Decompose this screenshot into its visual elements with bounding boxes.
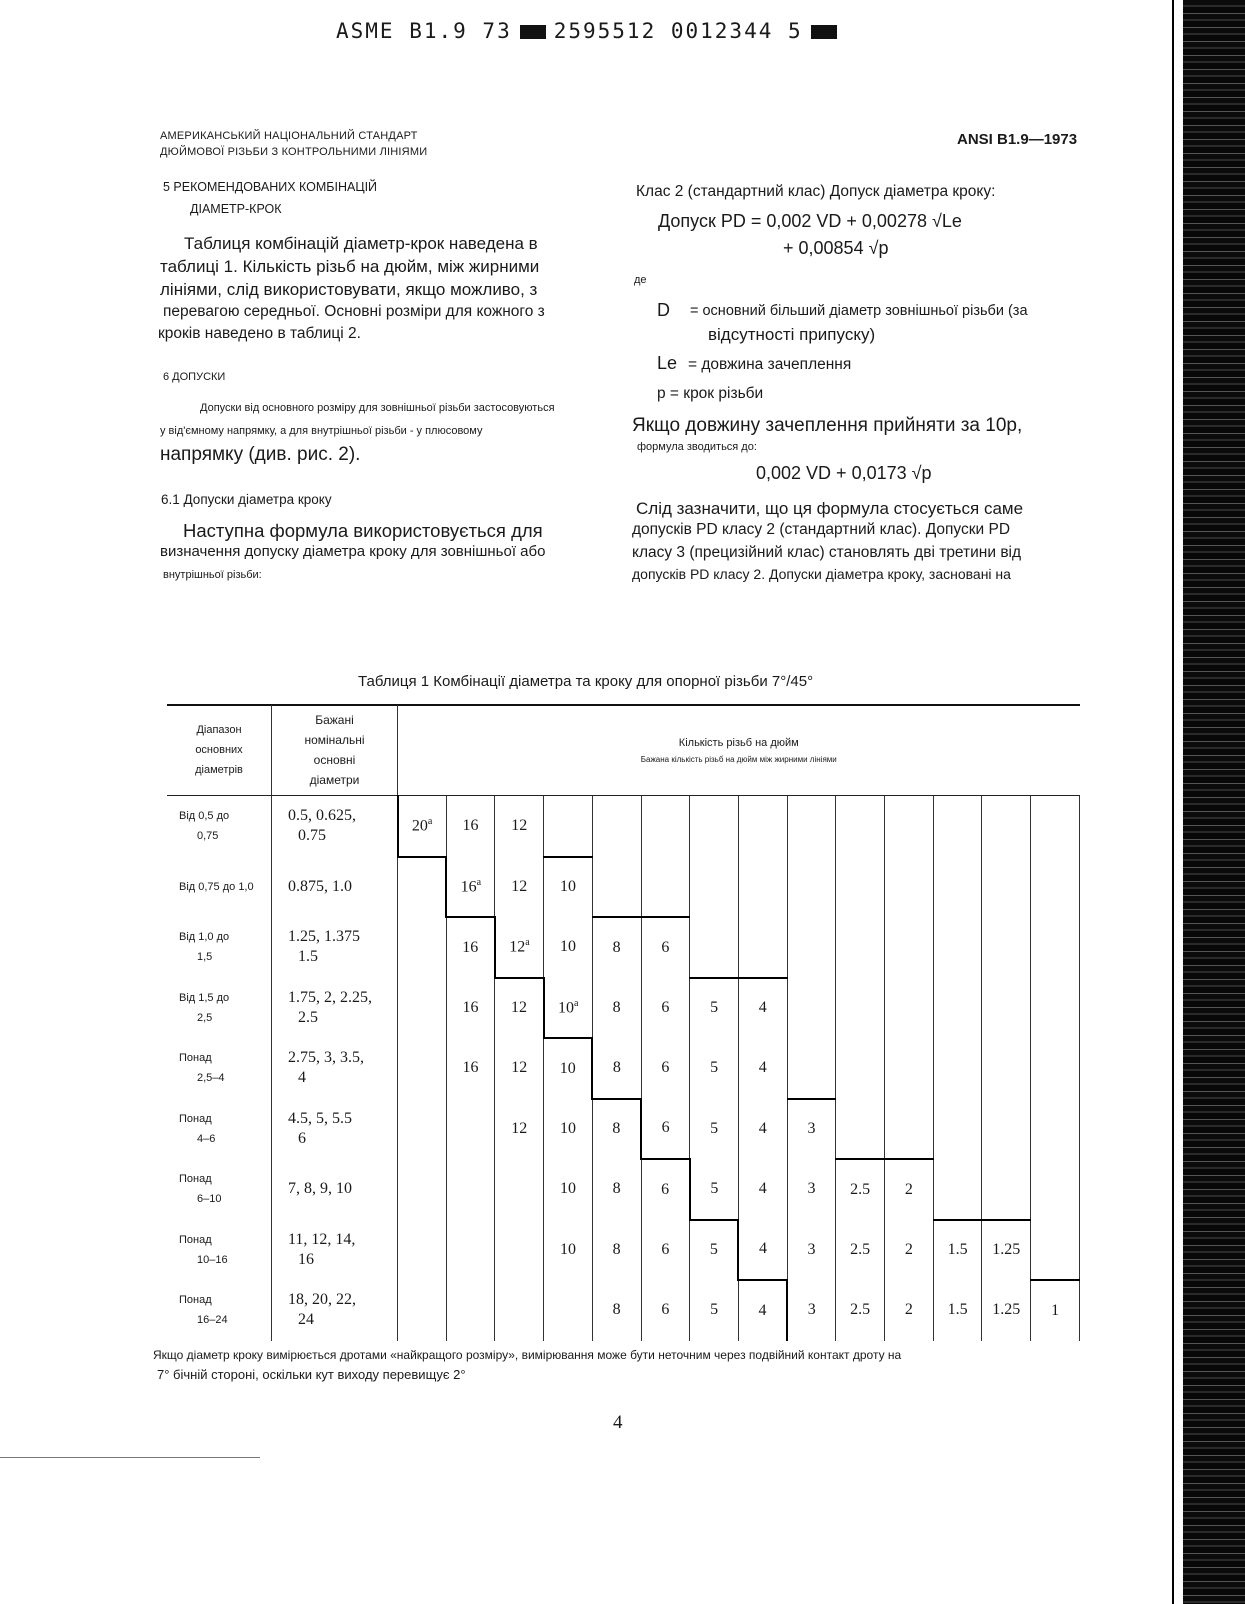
class2-heading: Клас 2 (стандартний клас) Допуск діаметра кроку: [636,183,996,200]
section61-para-line1: Наступна формула використовується для [183,520,543,541]
section6-title: 6 ДОПУСКИ [163,371,226,383]
threads-cell [738,857,787,918]
table1 [167,705,1080,1341]
table-row [167,857,1080,918]
table-row [167,1159,1080,1220]
threads-cell [885,857,934,918]
threads-cell [933,978,982,1039]
definition-d-line2: відсутності припуску) [708,325,876,344]
threads-cell: 8 [592,1220,641,1281]
threads-cell: 3 [787,1099,836,1160]
scan-code-line: ASME B1.9 73 2595512 0012344 5 [336,19,845,43]
threads-cell [592,857,641,918]
threads-cell [398,1220,447,1281]
threads-cell: 3 [787,1159,836,1220]
threads-cell: 10 [544,857,593,918]
threads-cell: 1.5 [933,1280,982,1341]
section6-para-line3: напрямку (див. рис. 2). [160,444,361,465]
preferred-diameters-cell: 18, 20, 22, 24 [272,1280,398,1341]
section5-title: 5 РЕКОМЕНДОВАНИХ КОМБІНАЦІЙ [163,180,378,194]
threads-cell [933,1038,982,1099]
threads-cell: 4 [738,1099,787,1160]
if-length-line: Якщо довжину зачеплення прийняти за 10p, [632,415,1023,436]
threads-cell: 4 [738,978,787,1039]
definition-d-line1: = основний більший діаметр зовнішньої різьби (за [690,303,1028,319]
threads-cell: 1 [1031,1280,1080,1341]
threads-cell [1031,1038,1080,1099]
formula-reduces-label: формула зводиться до: [637,441,757,453]
threads-cell [738,917,787,978]
threads-cell [1031,1220,1080,1281]
threads-cell: 2 [885,1280,934,1341]
threads-cell: 4 [738,1159,787,1220]
note-line4: допусків PD класу 2. Допуски діаметра кроку, засновані на [632,566,1011,582]
table-footnote-line1: Якщо діаметр кроку вимірюється дротами «найкращого розміру», вимірювання може бути неточним через подвійний контакт дроту на [153,1348,902,1362]
threads-cell [495,1220,544,1281]
threads-cell: 8 [592,1099,641,1160]
where-label: де [634,274,647,286]
threads-cell: 10 [544,1220,593,1281]
scan-border-line [1172,0,1174,1604]
threads-cell [398,1159,447,1220]
threads-cell: 3 [787,1280,836,1341]
threads-cell: 10 [544,1038,593,1099]
threads-cell: 12 [495,857,544,918]
threads-cell [446,1159,495,1220]
note-line3: класу 3 (прецизійний клас) становлять дві третини від [632,544,1022,561]
threads-cell [885,1038,934,1099]
threads-cell: 4 [738,1038,787,1099]
threads-cell [495,1280,544,1341]
threads-cell: 6 [641,1280,690,1341]
threads-cell: 6 [641,1038,690,1099]
section5-para-line1: Таблиця комбінацій діаметр-крок наведена в [184,234,538,253]
threads-cell [787,796,836,857]
section5-para-line4: перевагою середньої. Основні розміри для кожного з [163,303,545,320]
threads-cell [982,1159,1031,1220]
threads-cell: 12 [495,796,544,857]
formula-reduced: 0,002 VD + 0,0173 √p [756,463,932,483]
scan-edge-artifact [1183,0,1245,1604]
threads-cell: 10$^a$ [544,978,593,1039]
threads-cell [982,978,1031,1039]
threads-cell: 10 [544,1159,593,1220]
threads-cell: 6 [641,978,690,1039]
table-row [167,1038,1080,1099]
threads-cell: 20$^a$ [398,796,447,857]
threads-cell: 8 [592,1159,641,1220]
threads-cell [933,1159,982,1220]
threads-cell: 1.25 [982,1220,1031,1281]
threads-cell: 10 [544,917,593,978]
threads-cell: 6 [641,1159,690,1220]
section6-para-line2: у від'ємному напрямку, а для внутрішньої різьби - у плюсовому [160,425,483,437]
section5-para-line5: кроків наведено в таблиці 2. [158,325,361,342]
range-cell: Понад 4–6 [167,1099,272,1160]
threads-cell [398,917,447,978]
preferred-diameters-cell: 1.25, 1.375 1.5 [272,917,398,978]
threads-cell [933,857,982,918]
note-line1: Слід зазначити, що ця формула стосується саме [636,499,1024,518]
header-range: Діапазон основних діаметрів [167,705,272,796]
preferred-diameters-cell: 0.5, 0.625, 0.75 [272,796,398,857]
threads-cell: 6 [641,917,690,978]
threads-cell [1031,1099,1080,1160]
threads-cell [398,1038,447,1099]
threads-cell [885,917,934,978]
preferred-diameters-cell: 2.75, 3, 3.5, 4 [272,1038,398,1099]
threads-cell [690,857,739,918]
section6-para-line1: Допуски від основного розміру для зовнішньої різьби застосовуються [200,402,555,414]
threads-cell: 10 [544,1099,593,1160]
threads-cell: 16 [446,796,495,857]
threads-cell: 8 [592,1280,641,1341]
threads-cell: 4 [738,1220,787,1281]
threads-cell [544,1280,593,1341]
threads-cell: 8 [592,917,641,978]
threads-cell: 2.5 [836,1159,885,1220]
preferred-diameters-cell: 0.875, 1.0 [272,857,398,918]
threads-cell [787,917,836,978]
range-cell: Від 1,0 до 1,5 [167,917,272,978]
range-cell: Від 0,75 до 1,0 [167,857,272,918]
table-row [167,796,1080,857]
threads-cell [446,1280,495,1341]
threads-cell [398,978,447,1039]
threads-cell [641,857,690,918]
threads-cell [933,1099,982,1160]
threads-cell [836,1038,885,1099]
threads-cell [1031,857,1080,918]
threads-cell [592,796,641,857]
threads-cell [836,978,885,1039]
threads-cell: 2.5 [836,1220,885,1281]
threads-cell: 16$^a$ [446,857,495,918]
threads-cell [446,1099,495,1160]
threads-cell: 3 [787,1220,836,1281]
threads-cell [495,1159,544,1220]
preferred-diameters-cell: 4.5, 5, 5.5 6 [272,1099,398,1160]
threads-cell: 5 [690,1280,739,1341]
header-threads-per-inch: Кількість різьб на дюйм Бажана кількість різьб на дюйм між жирними лініями [398,705,1080,796]
definition-le: = довжина зачеплення [688,356,852,373]
range-cell: Понад 16–24 [167,1280,272,1341]
threads-cell: 5 [690,1159,739,1220]
threads-cell [933,796,982,857]
header-preferred-diameters: Бажані номінальні основні діаметри [272,705,398,796]
definition-p: p = крок різьби [657,385,764,402]
section5-para-line2: таблиці 1. Кількість різьб на дюйм, між жирними [160,257,540,276]
section61-para-line3: внутрішньої різьби: [163,569,262,581]
threads-cell [836,796,885,857]
threads-cell [1031,796,1080,857]
range-cell: Понад 6–10 [167,1159,272,1220]
header-org-line2: ДЮЙМОВОЇ РІЗЬБИ З КОНТРОЛЬНИМИ ЛІНІЯМИ [160,146,428,158]
threads-cell: 16 [446,978,495,1039]
threads-cell: 16 [446,917,495,978]
threads-cell [836,917,885,978]
threads-cell [690,917,739,978]
table-row [167,978,1080,1039]
symbol-d: D [657,300,670,320]
threads-cell [982,1099,1031,1160]
range-cell: Від 0,5 до 0,75 [167,796,272,857]
threads-cell [885,796,934,857]
threads-cell: 12$^a$ [495,917,544,978]
threads-cell [398,1099,447,1160]
range-cell: Понад 2,5–4 [167,1038,272,1099]
threads-cell [398,1280,447,1341]
threads-cell [787,1038,836,1099]
threads-cell [544,796,593,857]
threads-cell [1031,917,1080,978]
threads-cell: 6 [641,1099,690,1160]
threads-cell [885,978,934,1039]
standard-designation: ANSI B1.9—1973 [957,131,1078,148]
threads-cell: 5 [690,1038,739,1099]
threads-cell [690,796,739,857]
threads-cell [398,857,447,918]
formula-pd-line2: + 0,00854 √p [783,238,889,258]
page-number: 4 [613,1412,623,1433]
threads-cell [982,796,1031,857]
threads-cell: 16 [446,1038,495,1099]
threads-cell [787,857,836,918]
section61-para-line2: визначення допуску діаметра кроку для зовнішньої або [160,543,546,560]
threads-cell: 12 [495,1038,544,1099]
table-row [167,1220,1080,1281]
threads-cell: 8 [592,1038,641,1099]
threads-cell: 2 [885,1220,934,1281]
threads-cell: 2.5 [836,1280,885,1341]
range-cell: Від 1,5 до 2,5 [167,978,272,1039]
table1-header-row [167,705,1080,796]
threads-cell [836,1099,885,1160]
threads-cell [446,1220,495,1281]
threads-cell: 12 [495,1099,544,1160]
threads-cell [933,917,982,978]
threads-cell [982,1038,1031,1099]
threads-cell [885,1099,934,1160]
threads-cell [787,978,836,1039]
preferred-diameters-cell: 7, 8, 9, 10 [272,1159,398,1220]
scan-rule-artifact [0,1457,260,1458]
symbol-le: Le [657,353,678,373]
section5-para-line3: лініями, слід використовувати, якщо можливо, з [160,280,538,299]
threads-cell [641,796,690,857]
threads-cell [738,796,787,857]
range-cell: Понад 10–16 [167,1220,272,1281]
threads-cell: 5 [690,978,739,1039]
threads-cell: 2 [885,1159,934,1220]
section61-title: 6.1 Допуски діаметра кроку [161,492,332,507]
threads-cell: 5 [690,1220,739,1281]
threads-cell: 12 [495,978,544,1039]
threads-cell: 4 [738,1280,787,1341]
preferred-diameters-cell: 11, 12, 14, 16 [272,1220,398,1281]
header-org [160,128,427,160]
formula-pd-line1: Допуск PD = 0,002 VD + 0,00278 √Le [658,211,962,231]
table-row [167,1280,1080,1341]
threads-cell: 6 [641,1220,690,1281]
preferred-diameters-cell: 1.75, 2, 2.25, 2.5 [272,978,398,1039]
threads-cell [982,857,1031,918]
threads-cell [1031,978,1080,1039]
threads-cell: 1.25 [982,1280,1031,1341]
threads-cell [982,917,1031,978]
table-row [167,1099,1080,1160]
header-org-line1: АМЕРИКАНСЬКИЙ НАЦІОНАЛЬНИЙ СТАНДАРТ [160,130,418,142]
threads-cell [836,857,885,918]
threads-cell: 1.5 [933,1220,982,1281]
table-footnote-line2: 7° бічній стороні, оскільки кут виходу перевищує 2° [157,1367,466,1382]
section5-title-line2: ДІАМЕТР-КРОК [190,202,282,216]
table-row [167,917,1080,978]
table1-caption: Таблиця 1 Комбінації діаметра та кроку для опорної різьби 7°/45° [358,673,814,690]
note-line2: допусків PD класу 2 (стандартний клас). Допуски PD [632,521,1011,538]
threads-cell: 5 [690,1099,739,1160]
threads-cell [1031,1159,1080,1220]
threads-cell: 8 [592,978,641,1039]
